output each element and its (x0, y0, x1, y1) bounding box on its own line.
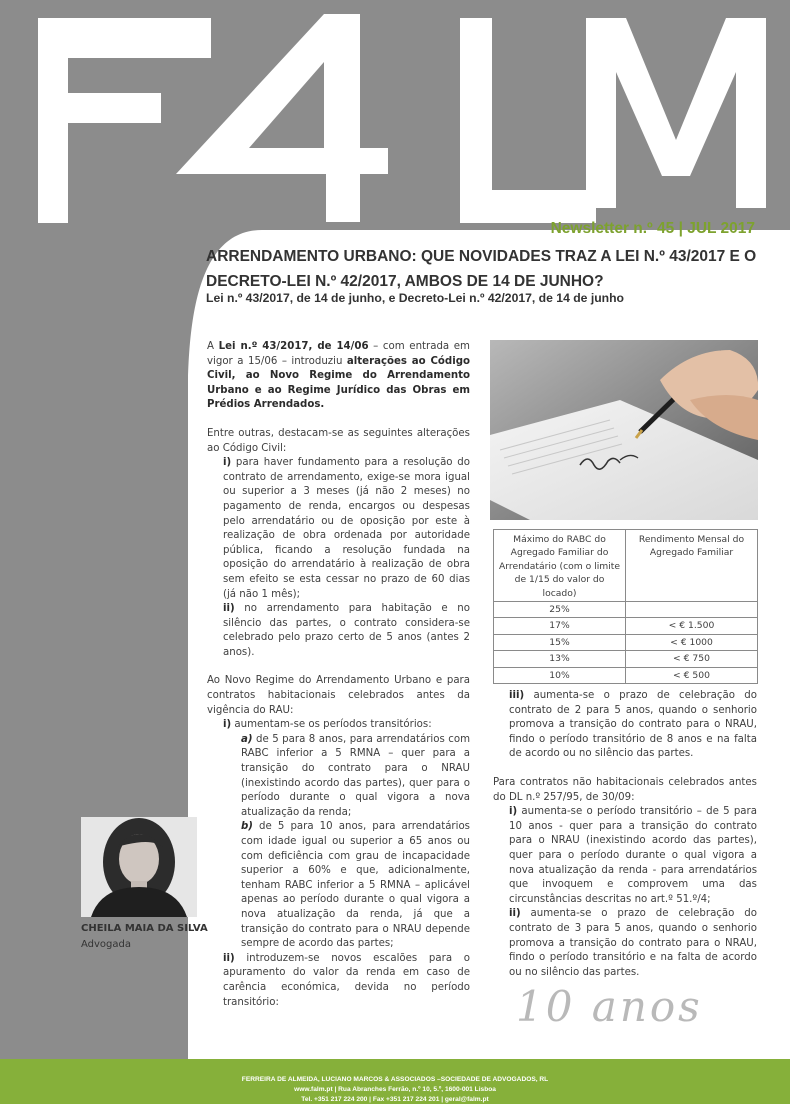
nrau-item-iii: iii) aumenta-se o prazo de celebração do contrato de 2 para 5 anos, quando o senhorio promova a transição do contrato para o NRAU, findo o período transitório de 8 anos e na falta de acordo ou no silêncio das partes. (509, 690, 757, 760)
author-name: CHEILA MAIA DA SILVA (81, 923, 208, 934)
table-row: 10% < € 500 (494, 667, 758, 683)
rent-brackets-table (493, 529, 758, 684)
article-subtitle: Lei n.º 43/2017, de 14 de junho, e Decreto-Lei n.º 42/2017, de 14 de junho (206, 291, 625, 305)
civil-code-intro: Entre outras, destacam-se as seguintes alterações ao Código Civil: (207, 427, 470, 454)
non-housing-intro: Para contratos não habitacionais celebrados antes do DL n.º 257/95, de 30/09: (493, 776, 757, 803)
falm-logo (0, 0, 790, 232)
table-header-income: Rendimento Mensal do Agregado Familiar (626, 530, 758, 602)
non-housing-item-ii: ii) aumenta-se o prazo de celebração do contrato de 3 para 5 anos, quando o senhorio promova a transição do contrato para o NRAU, findo o período transitório e na falta de acordo ou no silêncio das partes. (509, 908, 757, 978)
footer-bar (0, 1059, 790, 1104)
nrau-item-b: b) de 5 para 10 anos, para arrendatários com idade igual ou superior a 65 anos ou com deficiência com grau de incapacidade superior a 60% e que, adicionalmente, tenham RABC inferior a 5 RMNA – aplicável apenas ao período durante o qual vigora a nova atualização da renda, já que a transição do contrato para o NRAU depende sempre de acordo das partes; (241, 821, 470, 950)
nrau-intro: Ao Novo Regime do Arrendamento Urbano e para contratos habitacionais celebrados antes da vigência do RAU: (207, 675, 470, 716)
nrau-item-a: a) de 5 para 8 anos, para arrendatários com RABC inferior a 5 RMNA – quer para a transição do contrato para o NRAU (inexistindo acordo das partes), quer para o período durante o qual vigora a nova atualização da renda; (241, 733, 470, 818)
footer-contacts: Tel. +351 217 224 200 | Fax +351 217 224 201 | geral@falm.pt (301, 1096, 489, 1103)
title-line-1: ARRENDAMENTO URBANO: QUE NOVIDADES TRAZ A LEI N.º 43/2017 E O (206, 248, 757, 265)
table-row: 25% (494, 602, 758, 618)
author-photo (81, 817, 197, 917)
footer-address: www.falm.pt | Rua Abranches Ferrão, n.º 10, 5.º, 1600-001 Lisboa (294, 1086, 496, 1093)
civil-code-item-ii: ii) no arrendamento para habitação e no silêncio das partes, o contrato considera-se celebrado pelo prazo certo de 5 anos (antes 2 anos). (223, 603, 470, 658)
table-row: 15% < € 1000 (494, 634, 758, 650)
footer-firm-name: FERREIRA DE ALMEIDA, LUCIANO MARCOS & ASSOCIADOS –SOCIEDADE DE ADVOGADOS, RL (241, 1076, 549, 1083)
title-line-2: DECRETO-LEI N.º 42/2017, AMBOS DE 14 DE JUNHO? (206, 273, 604, 290)
civil-code-item-i: i) para haver fundamento para a resolução do contrato de arrendamento, exige-se mora igual ou superior a 3 meses (já não 2 meses) no pagamento de renda, encargos ou despesas pelo arrendatário ou de oposição por este à realização de obra ordenada por autoridade pública, ficando a resolução fundada na oposição do arrendatário à realização de obra sem efeito se esta cessar no prazo de 60 dias (já não 1 mês); (223, 457, 470, 600)
table-row: 17% < € 1.500 (494, 618, 758, 634)
nrau-item-i: i) aumentam-se os períodos transitórios: (223, 719, 432, 731)
nrau-item-ii: ii) introduzem-se novos escalões para o apuramento do valor da renda em caso de carência económica, devida no período transitório: (223, 952, 470, 1008)
law-reference: Lei n.º 43/2017, de 14/06 (218, 341, 369, 352)
table-header-rabc: Máximo do RABC do Agregado Familiar do Arrendatário (com o limite de 1/15 do valor do locado) (494, 530, 626, 602)
document-signing-photo (490, 340, 758, 520)
table-row: 13% < € 750 (494, 651, 758, 667)
non-housing-item-i: i) aumenta-se o período transitório – de 5 para 10 anos - quer para a transição do contrato para o NRAU (inexistindo acordo das partes), quer para o período durante o qual vigora a nova atualização da renda - para arrendatários que invoquem e comprovem uma das circunstâncias descritas no art.º 51.º/4; (509, 806, 757, 905)
changes-summary: alterações ao Código Civil, ao Novo Regime do Arrendamento Urbano e ao Regime Jurídico das Obras em Prédios Arrendados. (207, 355, 470, 411)
newsletter-number: Newsletter n.º 45 | JUL 2017 (550, 220, 755, 237)
right-column (493, 689, 757, 980)
article-title (206, 244, 766, 294)
author-role: Advogada (81, 939, 131, 950)
left-column (207, 340, 470, 1010)
intro-paragraph: A Lei n.º 43/2017, de 14/06 – com entrada em vigor a 15/06 – introduziu alterações ao Código Civil, ao Novo Regime do Arrendamento Urbano e ao Regime Jurídico das Obras em Prédios Arrendados. (207, 341, 470, 411)
ten-years-watermark: 10 anos (516, 982, 703, 1031)
